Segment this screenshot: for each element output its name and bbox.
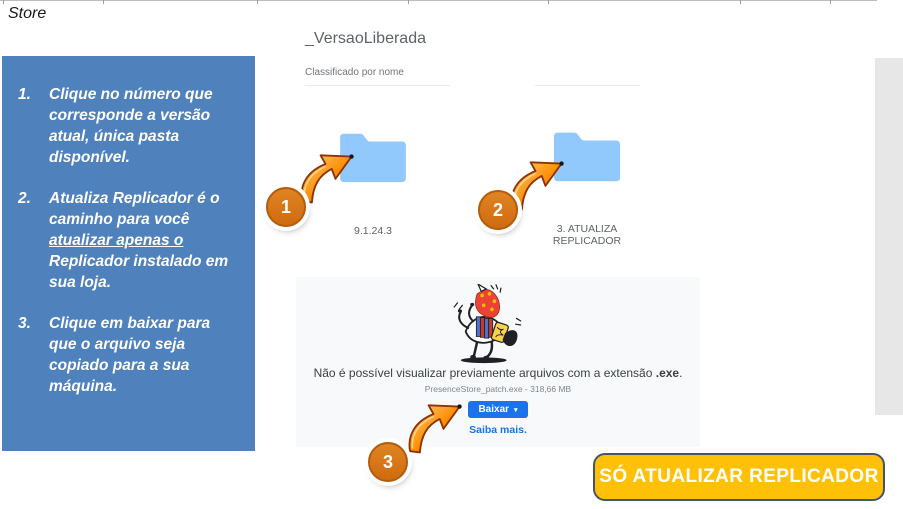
page-title: Store bbox=[8, 5, 47, 22]
table-border-tick bbox=[830, 0, 831, 4]
file-name-and-size: PresenceStore_patch.exe - 318,66 MB bbox=[424, 384, 572, 394]
instruction-step-3 bbox=[18, 313, 241, 397]
step-badge-1: 1 bbox=[266, 187, 306, 227]
step-text bbox=[49, 188, 241, 293]
step-number: 1. bbox=[18, 86, 31, 103]
no-preview-message-text: Não é possível visualizar previamente arquivos com a extensão bbox=[313, 366, 656, 380]
only-update-replicator-button[interactable]: SÓ ATUALIZAR REPLICADOR bbox=[593, 453, 885, 501]
table-border-tick bbox=[740, 0, 741, 4]
sort-by-name-label[interactable]: Classificado por nome bbox=[305, 67, 404, 78]
table-border-tick bbox=[548, 0, 549, 4]
divider bbox=[535, 85, 640, 86]
instruction-step-1 bbox=[18, 84, 241, 168]
table-border-tick bbox=[408, 0, 409, 4]
step-text-after: Replicador instalado em sua loja. bbox=[49, 253, 229, 291]
no-preview-illustration bbox=[422, 284, 552, 366]
step-text: Clique em baixar para que o arquivo seja copiado para a sua máquina. bbox=[49, 315, 211, 395]
download-button-row bbox=[296, 401, 700, 418]
instructions-panel bbox=[2, 56, 255, 451]
instruction-step-2 bbox=[18, 188, 241, 293]
step-number: 2. bbox=[18, 190, 31, 207]
learn-more-link[interactable]: Saiba mais. bbox=[469, 424, 527, 436]
folder-label-version[interactable]: 9.1.24.3 bbox=[354, 225, 392, 237]
file-extension: .exe bbox=[655, 366, 680, 380]
divider bbox=[305, 85, 450, 86]
step-text-underlined: atualizar apenas o bbox=[49, 232, 184, 249]
step-text-before: Atualiza Replicador é o caminho para você bbox=[49, 190, 220, 228]
no-preview-message bbox=[296, 366, 700, 380]
step-badge-2: 2 bbox=[478, 190, 518, 230]
step-number: 3. bbox=[18, 315, 31, 332]
no-preview-message-period: . bbox=[679, 366, 683, 380]
folder-label-atualiza-replicador[interactable]: 3. ATUALIZA REPLICADOR bbox=[552, 223, 622, 247]
step-text: Clique no número que corresponde a versão atual, única pasta disponível. bbox=[49, 86, 213, 166]
callout-arrow-3 bbox=[405, 399, 467, 455]
table-border-tick bbox=[103, 0, 104, 4]
table-border-tick bbox=[257, 0, 258, 4]
right-gutter-bar bbox=[875, 58, 903, 415]
top-border-line bbox=[0, 0, 877, 1]
chevron-down-icon: ▾ bbox=[514, 406, 518, 414]
download-button[interactable] bbox=[468, 401, 527, 418]
folder-breadcrumb-title: _VersaoLiberada bbox=[305, 30, 426, 47]
step-badge-3: 3 bbox=[368, 442, 408, 482]
callout-arrow-1 bbox=[297, 149, 359, 205]
download-button-label: Baixar bbox=[478, 404, 510, 415]
table-border-tick bbox=[3, 0, 4, 4]
